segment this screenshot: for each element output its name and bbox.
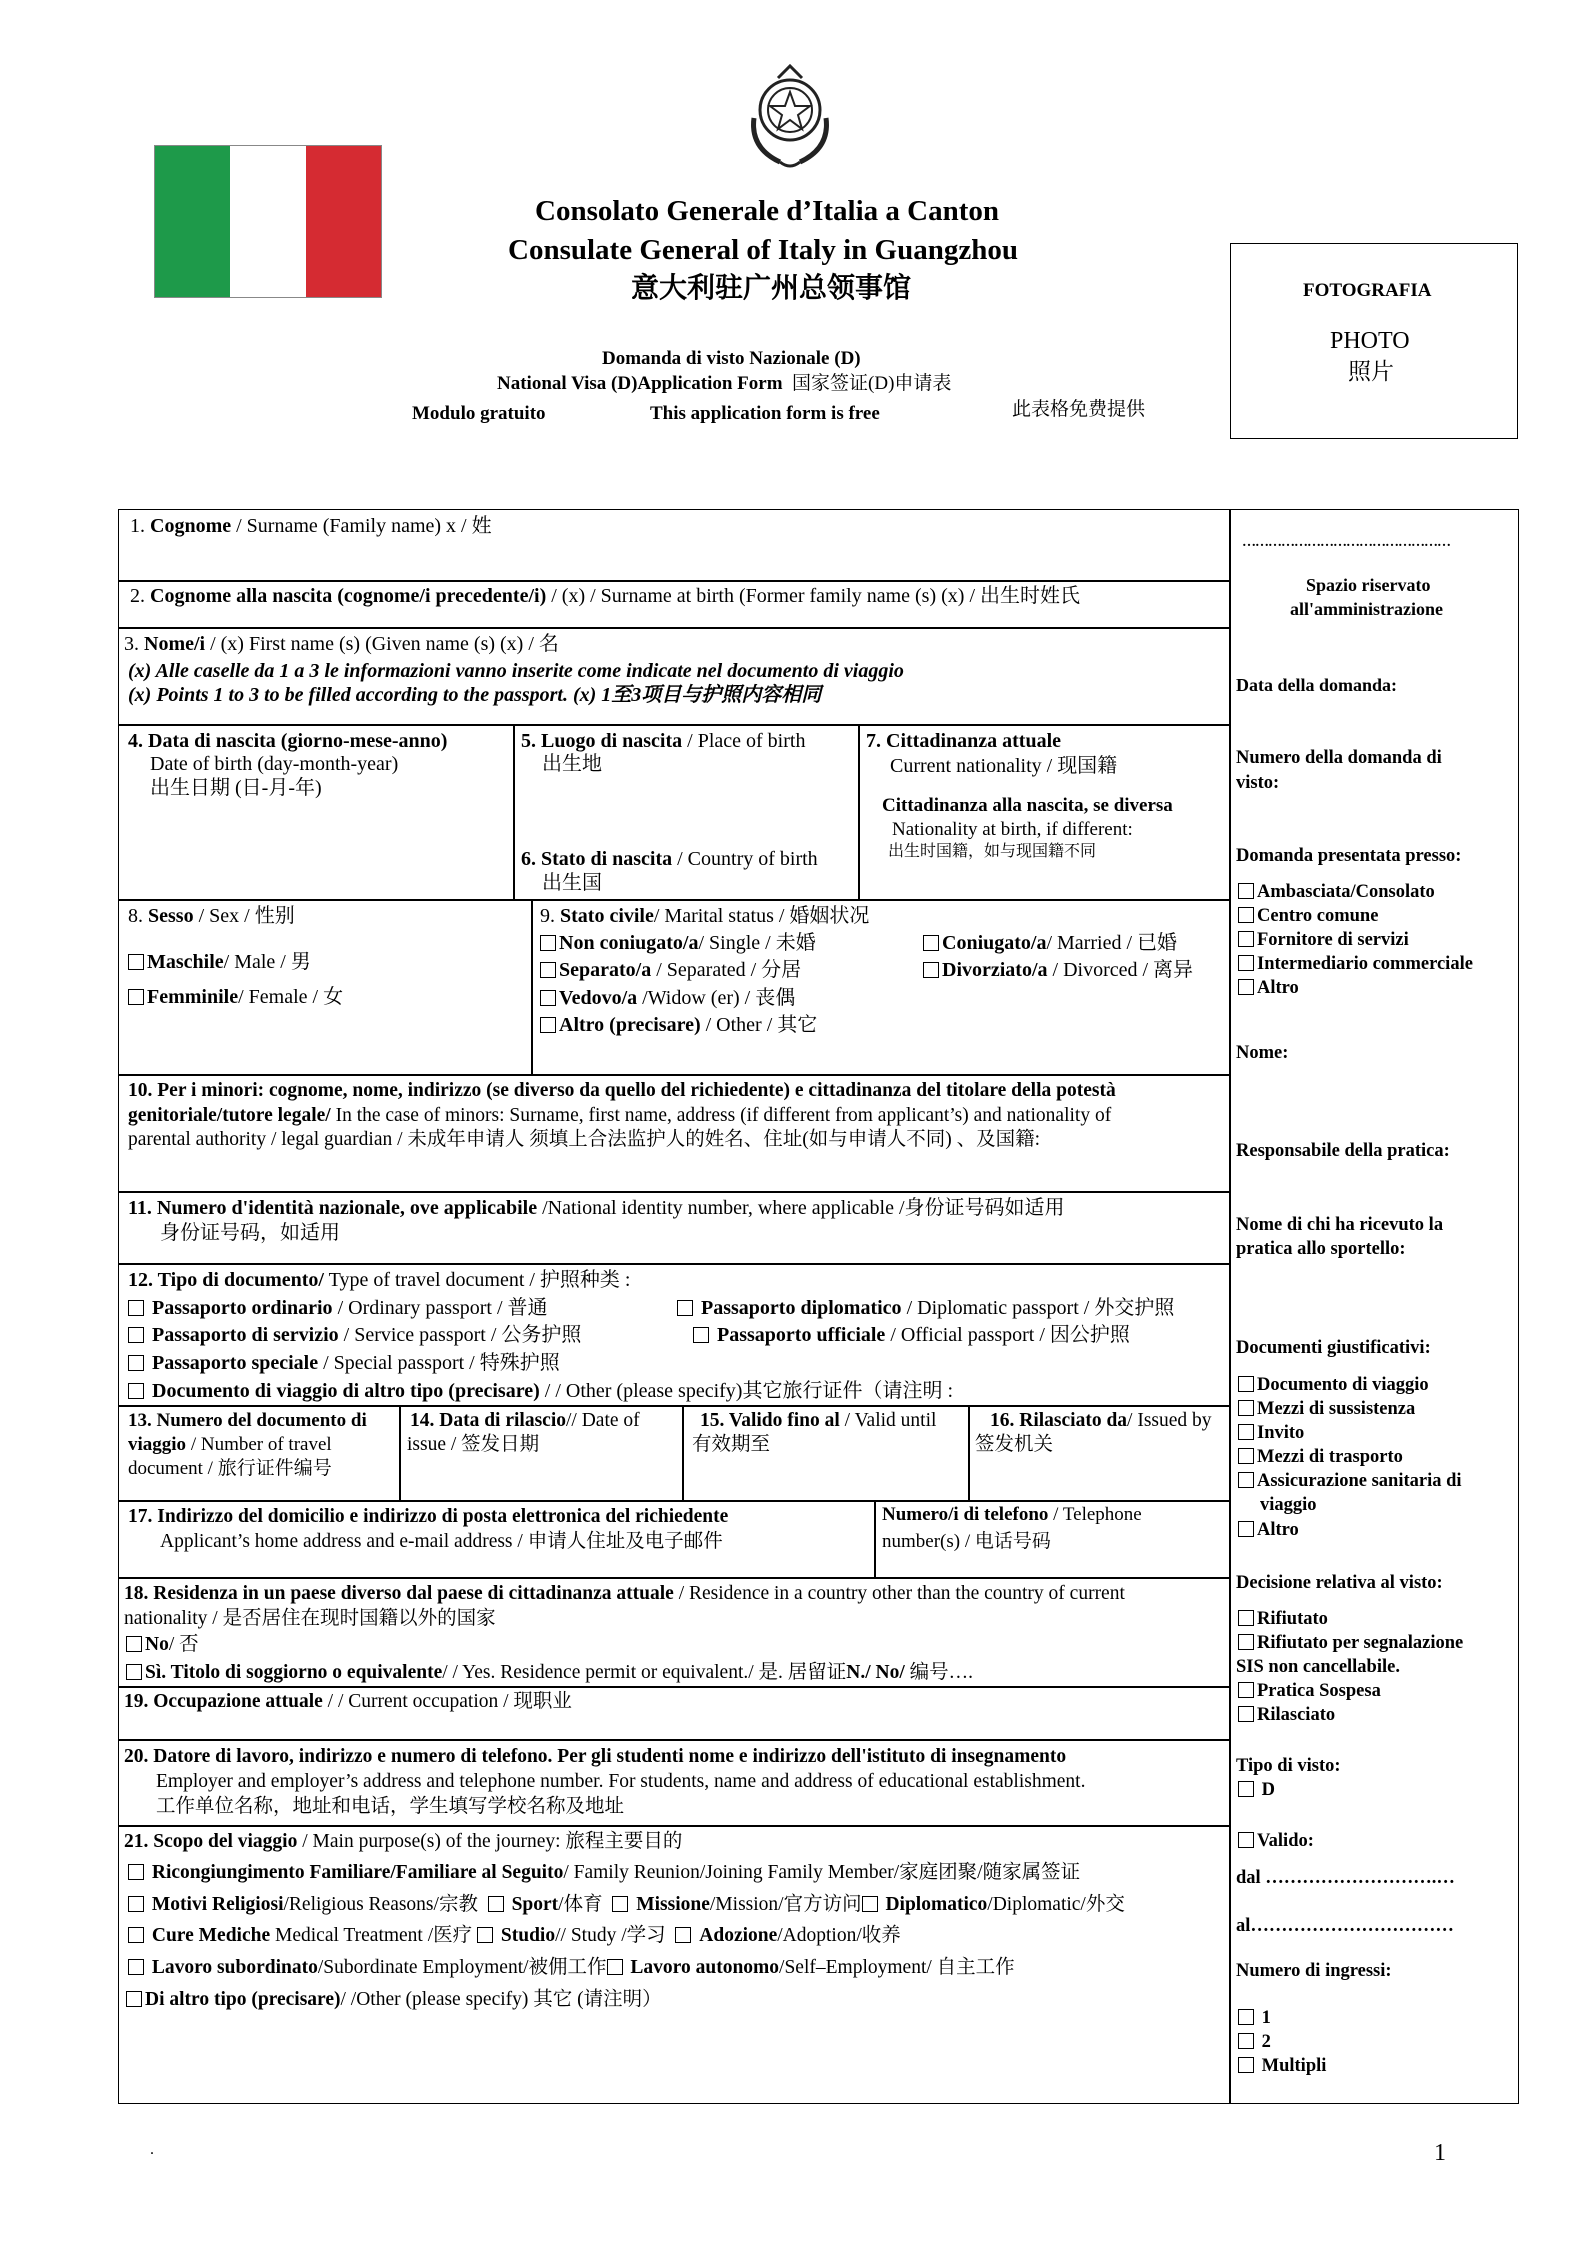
free-it: Modulo gratuito	[412, 403, 546, 424]
option-mission[interactable]: Missione/Mission/官方访问	[612, 1894, 861, 1915]
field-4-dob-label: 4. Data di nascita (giorno-mese-anno)	[128, 730, 448, 752]
side-reserved-1: Spazio riservato	[1306, 575, 1431, 595]
free-zh: 此表格免费提供	[1012, 399, 1146, 420]
field-21-row-medical	[128, 1924, 901, 1948]
checkbox[interactable]	[1238, 1400, 1254, 1416]
field-9-option-separated[interactable]: Separato/a / Separated / 分居	[540, 958, 801, 983]
footer-dot: .	[150, 2141, 154, 2158]
checkbox[interactable]	[677, 1300, 693, 1316]
side-entry-opt-2[interactable]: 2	[1238, 2031, 1271, 2054]
side-entries: Numero di ingressi:	[1236, 1961, 1392, 1981]
side-responsible: Responsabile della pratica:	[1236, 1141, 1450, 1161]
field-5-place-of-birth[interactable]: 5. Luogo di nascita / Place of birth	[521, 730, 806, 752]
side-valid[interactable]: Valido:	[1238, 1830, 1314, 1853]
side-received-2: pratica allo sportello:	[1236, 1239, 1406, 1259]
option-study[interactable]: Studio// Study /学习	[477, 1925, 666, 1946]
field-11-national-id[interactable]: 11. Numero d'identità nazionale, ove applicabile /National identity number, where applicable /身份证号码如适用	[128, 1197, 1065, 1219]
field-21-row-religious	[128, 1893, 1125, 1917]
checkbox[interactable]	[1238, 979, 1254, 995]
field-17-address-en[interactable]: Applicant’s home address and e-mail address / 申请人住址及电子邮件	[160, 1531, 723, 1552]
field-17-address-label: 17. Indirizzo del domicilio e indirizzo di posta elettronica del richiedente	[128, 1506, 729, 1527]
field-14-issue-date[interactable]: 14. Data di rilascio// Date of	[410, 1410, 640, 1431]
form-title-it: Domanda di visto Nazionale (D)	[602, 348, 861, 369]
option-religious[interactable]: Motivi Religiosi/Religious Reasons/宗教	[128, 1894, 478, 1915]
consulate-title-it: Consolato Generale d’Italia a Canton	[535, 195, 999, 227]
photo-label-it: FOTOGRAFIA	[1303, 280, 1432, 301]
field-18-line2: nationality / 是否居住在现时国籍以外的国家	[124, 1608, 496, 1629]
side-filed-opt-4[interactable]: Intermediario commerciale	[1238, 953, 1473, 976]
field-17-phone-line2: number(s) / 电话号码	[882, 1531, 1051, 1552]
field-20-employer-en[interactable]: Employer and employer’s address and telephone number. For students, name and address of educational establishment.	[156, 1771, 1086, 1792]
field-9-option-widow[interactable]: Vedovo/a /Widow (er) / 丧偶	[540, 986, 795, 1011]
checkbox[interactable]	[1238, 2057, 1254, 2073]
checkbox[interactable]	[540, 935, 556, 951]
side-entry-opt-1[interactable]: 1	[1238, 2007, 1271, 2030]
checkbox[interactable]	[612, 1896, 628, 1912]
side-decision: Decisione relativa al visto:	[1236, 1573, 1443, 1593]
field-19-occupation[interactable]: 19. Occupazione attuale / / Current occupation / 现职业	[124, 1691, 572, 1712]
checkbox[interactable]	[540, 1017, 556, 1033]
side-doc-opt-5[interactable]: Assicurazione sanitaria di	[1238, 1470, 1462, 1493]
field-7-nationality-label: 7. Cittadinanza attuale	[866, 730, 1061, 752]
field-6-country-of-birth[interactable]: 6. Stato di nascita / Country of birth	[521, 848, 818, 870]
option-adoption[interactable]: Adozione/Adoption/收养	[675, 1925, 900, 1946]
checkbox[interactable]	[1238, 1521, 1254, 1537]
side-dec-sis: SIS non cancellabile.	[1236, 1657, 1400, 1677]
side-dots: …………………………………………	[1242, 535, 1450, 550]
side-num-app-1: Numero della domanda di	[1236, 748, 1442, 768]
side-doc-opt-4[interactable]: Mezzi di trasporto	[1238, 1446, 1403, 1469]
side-doc-opt-1[interactable]: Documento di viaggio	[1238, 1374, 1429, 1397]
checkbox[interactable]	[128, 989, 144, 1005]
side-doc-altro[interactable]: Altro	[1238, 1519, 1299, 1542]
field-15-valid-until[interactable]: 15. Valido fino al / Valid until	[700, 1410, 937, 1431]
field-3-note-en: (x) Points 1 to 3 to be filled according to the passport. (x) 1至3项目与护照内容相同	[128, 684, 822, 706]
checkbox[interactable]	[126, 1636, 142, 1652]
checkbox[interactable]	[923, 962, 939, 978]
checkbox[interactable]	[128, 1355, 144, 1371]
field-16-line2: 签发机关	[975, 1434, 1054, 1455]
side-filed-opt-2[interactable]: Centro comune	[1238, 905, 1378, 928]
field-4-dob-input[interactable]	[120, 800, 510, 896]
field-12-doc-type-label: 12. Tipo di documento/ Type of travel document / 护照种类 :	[128, 1269, 631, 1291]
checkbox[interactable]	[675, 1927, 691, 1943]
field-12-option-other[interactable]: Documento di viaggio di altro tipo (precisare) / / Other (please specify)其它旅行证件（请注明 :	[128, 1379, 953, 1404]
checkbox[interactable]	[1238, 907, 1254, 923]
field-9-option-single[interactable]: Non coniugato/a/ Single / 未婚	[540, 931, 816, 956]
field-21-option-other[interactable]: Di altro tipo (precisare)/ /Other (please specify) 其它 (请注明）	[126, 1988, 662, 2012]
field-21-row-employment	[128, 1956, 1015, 1980]
field-18-option-no[interactable]: No/ 否	[126, 1633, 199, 1657]
option-sport[interactable]: Sport/体育	[488, 1894, 603, 1915]
side-filed-at: Domanda presentata presso:	[1236, 846, 1462, 866]
side-filed-opt-5[interactable]: Altro	[1238, 977, 1299, 1000]
field-20-employer-label: 20. Datore di lavoro, indirizzo e numero di telefono. Per gli studenti nome e indirizzo dell'istituto di insegnamento	[124, 1746, 1067, 1767]
checkbox[interactable]	[126, 1664, 142, 1680]
checkbox[interactable]	[607, 1959, 623, 1975]
field-12-option-service[interactable]: Passaporto di servizio / Service passport / 公务护照	[128, 1323, 581, 1348]
checkbox[interactable]	[862, 1896, 878, 1912]
field-13-doc-number-label: 13. Numero del documento di	[128, 1410, 367, 1431]
field-7-birth-nationality-zh: 出生时国籍，如与现国籍不同	[888, 843, 1097, 860]
side-received-1: Nome di chi ha ricevuto la	[1236, 1215, 1444, 1235]
field-12-option-official[interactable]: Passaporto ufficiale / Official passport / 因公护照	[693, 1323, 1130, 1348]
field-20-employer-zh: 工作单位名称，地址和电话，学生填写学校名称及地址	[156, 1796, 625, 1817]
page-number: 1	[1434, 2140, 1446, 2166]
checkbox[interactable]	[923, 935, 939, 951]
checkbox[interactable]	[1238, 1472, 1254, 1488]
checkbox[interactable]	[128, 1383, 144, 1399]
checkbox[interactable]	[1238, 1376, 1254, 1392]
side-doc-opt-5-cont: viaggio	[1260, 1495, 1317, 1515]
field-4-dob-zh: 出生日期 (日-月-年)	[150, 777, 322, 799]
field-10-minors-line2: genitoriale/tutore legale/ In the case of minors: Surname, first name, address (if different from applicant’s) and nationality of	[128, 1105, 1112, 1126]
field-10-minors-label: 10. Per i minori: cognome, nome, indirizzo (se diverso da quello del richiedente) e cittadinanza del titolare della potestà	[128, 1080, 1116, 1101]
field-12-option-ordinary[interactable]: Passaporto ordinario / Ordinary passport / 普通	[128, 1296, 548, 1321]
field-4-dob-en: Date of birth (day-month-year)	[150, 753, 399, 775]
field-9-option-divorced[interactable]: Divorziato/a / Divorced / 离异	[923, 958, 1193, 983]
checkbox[interactable]	[1238, 1781, 1254, 1797]
side-dal[interactable]: dal ……………………….…	[1236, 1868, 1455, 1888]
republic-emblem	[740, 58, 840, 174]
field-21-option-family-reunion[interactable]: Ricongiungimento Familiare/Familiare al Seguito/ Family Reunion/Joining Family Member/家庭团聚/随家属签证	[128, 1861, 1080, 1885]
field-8-option-female[interactable]: Femminile/ Female / 女	[128, 985, 343, 1010]
checkbox[interactable]	[693, 1327, 709, 1343]
side-dec-opt-1[interactable]: Rifiutato	[1238, 1608, 1328, 1631]
side-visa-d[interactable]: D	[1238, 1779, 1275, 1802]
checkbox[interactable]	[540, 962, 556, 978]
checkbox[interactable]	[1238, 2009, 1254, 2025]
checkbox[interactable]	[1238, 1634, 1254, 1650]
field-7-nationality-en: Current nationality / 现国籍	[890, 755, 1118, 777]
side-date-app: Data della domanda:	[1236, 675, 1398, 695]
side-al[interactable]: al……………………………	[1236, 1916, 1454, 1936]
field-8-option-male[interactable]: Maschile/ Male / 男	[128, 950, 311, 975]
checkbox[interactable]	[540, 990, 556, 1006]
consulate-title-zh: 意大利驻广州总领事馆	[631, 271, 912, 304]
field-9-option-other[interactable]: Altro (precisare) / Other / 其它	[540, 1013, 817, 1038]
checkbox[interactable]	[477, 1927, 493, 1943]
field-12-option-diplomatic[interactable]: Passaporto diplomatico / Diplomatic passport / 外交护照	[677, 1296, 1174, 1321]
field-18-residence-label: 18. Residenza in un paese diverso dal paese di cittadinanza attuale / Residence in a country other than the country of current	[124, 1583, 1125, 1604]
checkbox[interactable]	[1238, 883, 1254, 899]
field-12-option-special[interactable]: Passaporto speciale / Special passport / 特殊护照	[128, 1351, 560, 1376]
checkbox[interactable]	[126, 1991, 142, 2007]
side-name: Nome:	[1236, 1043, 1289, 1063]
field-17-phone-label[interactable]: Numero/i di telefono / Telephone	[882, 1504, 1142, 1525]
field-10-minors-line3[interactable]: parental authority / legal guardian / 未成年申请人 须填上合法监护人的姓名、住址(如与申请人不同) 、及国籍:	[128, 1129, 1041, 1150]
field-15-line2: 有效期至	[692, 1434, 771, 1455]
photo-box[interactable]	[1230, 243, 1518, 439]
field-9-marital-label: 9. Stato civile/ Marital status / 婚姻状况	[540, 905, 870, 927]
side-dec-opt-4[interactable]: Rilasciato	[1238, 1704, 1335, 1727]
side-filed-opt-3[interactable]: Fornitore di servizi	[1238, 929, 1409, 952]
field-18-option-yes[interactable]: Sì. Titolo di soggiorno o equivalente/ / Yes. Residence permit or equivalent./ 是. 居留证N./ No/ 编号….	[126, 1661, 973, 1685]
checkbox[interactable]	[128, 954, 144, 970]
checkbox[interactable]	[128, 1959, 144, 1975]
field-8-sex-label: 8. Sesso / Sex / 性别	[128, 905, 295, 927]
option-medical[interactable]: Cure Mediche Medical Treatment /医疗	[128, 1925, 472, 1946]
side-filed-opt-1[interactable]: Ambasciata/Consolato	[1238, 881, 1435, 904]
field-11-zh: 身份证号码，如适用	[160, 1222, 340, 1244]
side-dec-opt-2[interactable]: Rifiutato per segnalazione	[1238, 1632, 1463, 1655]
free-en: This application form is free	[650, 403, 880, 424]
side-dec-opt-3[interactable]: Pratica Sospesa	[1238, 1680, 1381, 1703]
field-6-zh: 出生国	[542, 872, 602, 894]
checkbox[interactable]	[128, 1864, 144, 1880]
field-13-line2: viaggio / Number of travel	[128, 1434, 332, 1455]
checkbox[interactable]	[1238, 1424, 1254, 1440]
side-num-app-2: visto:	[1236, 773, 1280, 793]
checkbox[interactable]	[128, 1896, 144, 1912]
field-3-first-name[interactable]: 3. Nome/i / (x) First name (s) (Given name (s) (x) / 名	[124, 633, 559, 655]
field-21-purpose-label: 21. Scopo del viaggio / Main purpose(s) of the journey: 旅程主要目的	[124, 1831, 683, 1852]
side-doc-opt-2[interactable]: Mezzi di sussistenza	[1238, 1398, 1415, 1421]
checkbox[interactable]	[128, 1927, 144, 1943]
option-self-employment[interactable]: Lavoro autonomo/Self–Employment/ 自主工作	[607, 1957, 1015, 1978]
checkbox[interactable]	[128, 1300, 144, 1316]
field-13-line3[interactable]: document / 旅行证件编号	[128, 1458, 332, 1479]
side-entry-opt-3[interactable]: Multipli	[1238, 2055, 1326, 2078]
field-5-zh: 出生地	[542, 753, 602, 775]
checkbox[interactable]	[1238, 1448, 1254, 1464]
checkbox[interactable]	[1238, 1682, 1254, 1698]
option-diplomatic[interactable]: Diplomatico/Diplomatic/外交	[862, 1894, 1125, 1915]
checkbox[interactable]	[1238, 931, 1254, 947]
checkbox[interactable]	[128, 1327, 144, 1343]
checkbox[interactable]	[1238, 1706, 1254, 1722]
checkbox[interactable]	[1238, 955, 1254, 971]
checkbox[interactable]	[1238, 1832, 1254, 1848]
side-reserved-2: all'amministrazione	[1290, 599, 1443, 619]
field-7-birth-nationality-en: Nationality at birth, if different:	[892, 819, 1133, 840]
checkbox[interactable]	[1238, 2033, 1254, 2049]
field-16-issued-by[interactable]: 16. Rilasciato da/ Issued by	[990, 1410, 1212, 1431]
side-visa-type: Tipo di visto:	[1236, 1756, 1341, 1776]
field-7-birth-nationality-label: Cittadinanza alla nascita, se diversa	[882, 795, 1173, 816]
field-14-line2: issue / 签发日期	[407, 1434, 540, 1455]
side-doc-opt-3[interactable]: Invito	[1238, 1422, 1304, 1445]
checkbox[interactable]	[1238, 1610, 1254, 1626]
consulate-title-en: Consulate General of Italy in Guangzhou	[508, 234, 1018, 266]
italian-flag	[154, 145, 382, 298]
photo-label-en: PHOTO	[1330, 328, 1410, 354]
side-docs: Documenti giustificativi:	[1236, 1338, 1431, 1358]
form-title-en: National Visa (D)Application Form 国家签证(D)申请表	[497, 373, 952, 394]
option-subordinate[interactable]: Lavoro subordinato/Subordinate Employment/被佣工作	[128, 1957, 607, 1978]
field-1-surname[interactable]: 1. Cognome / Surname (Family name) x / 姓	[130, 515, 492, 537]
checkbox[interactable]	[488, 1896, 504, 1912]
field-3-note-it: (x) Alle caselle da 1 a 3 le informazioni vanno inserite come indicate nel documento di viaggio	[128, 660, 904, 682]
field-9-option-married[interactable]: Coniugato/a/ Married / 已婚	[923, 931, 1177, 956]
photo-label-zh: 照片	[1348, 359, 1394, 384]
field-2-surname-at-birth[interactable]: 2. Cognome alla nascita (cognome/i precedente/i) / (x) / Surname at birth (Former family name (s) (x) / 出生时姓氏	[130, 585, 1081, 607]
